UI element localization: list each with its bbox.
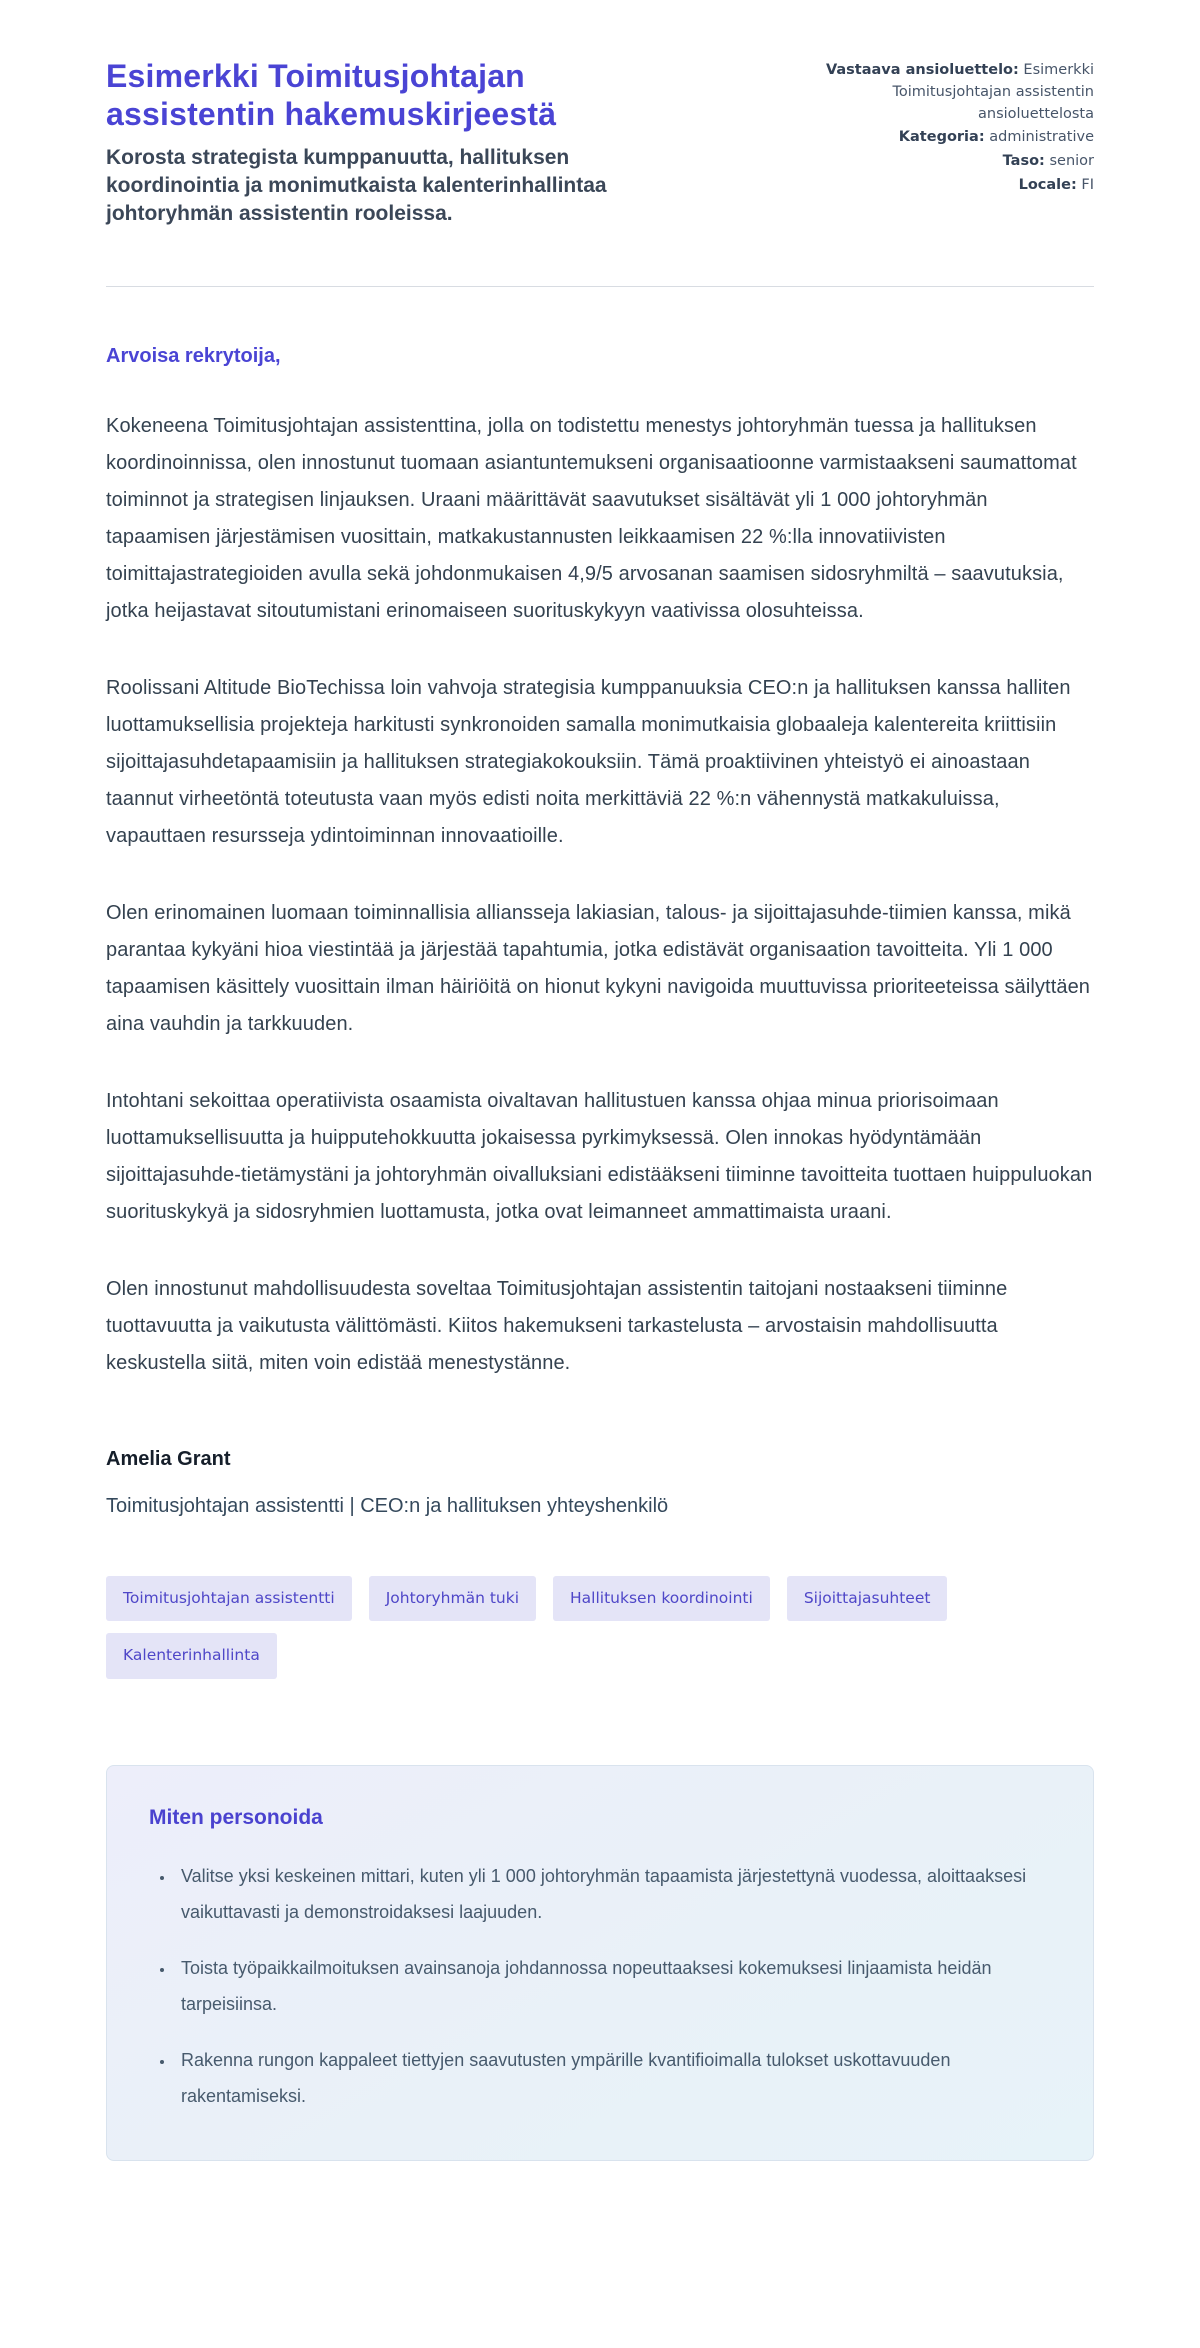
letter-paragraph-5: Olen innostunut mahdollisuudesta soveltaa Toimitusjohtajan assistentin taitojani nostaakseni tiiminne tuottavuutta ja vaikutusta välittömästi. Kiitos hakemukseni tarkastelusta – arvostaisin mahdollisuutta keskustella siitä, miten voin edistää menestystänne.: [106, 1277, 1008, 1374]
letter-greeting: Arvoisa rekrytoija,: [106, 344, 281, 367]
letter-paragraph-2: Roolissani Altitude BioTechissa loin vahvoja strategisia kumppanuuksia CEO:n ja hallituksen kanssa halliten luottamuksellisia projekteja harkitusti synkronoiden samalla monimutkaisia globaaleja kalentereita kriittisiin sijoittajasuhdetapaamisiin ja hallituksen strategiakokouksiin. Tämä proaktiivinen yhteistyö ei ainoastaan taannut virheetöntä toteutusta vaan myös edisti noita merkittäviä 22 %:n vähennystä matkakuluissa, vapauttaen resursseja ydintoiminnan innovaatioille.: [106, 676, 1071, 847]
meta-category-label: Kategoria:: [898, 129, 985, 146]
meta-locale-label: Locale:: [1018, 176, 1077, 193]
tag-list: [106, 1576, 1094, 1679]
meta-resume-label: Vastaava ansioluettelo:: [825, 62, 1019, 78]
meta-locale: [774, 175, 1094, 197]
meta-level-label: Taso:: [1002, 153, 1045, 169]
howto-item-1: • Valitse yksi keskeinen mittari, kuten yli 1 000 johtoryhmän tapaamista järjestettynä vuodessa, aloittaaksesi vaikuttavasti ja demonstroidaksesi laajuuden.: [175, 1858, 1051, 1930]
howto-box: [106, 1765, 1094, 2161]
tag-hallituksen-koordinointi[interactable]: Hallituksen koordinointi: [553, 1576, 770, 1622]
meta-level: [774, 151, 1094, 173]
header-title-block: [106, 52, 666, 228]
tag-johtoryhman-tuki[interactable]: Johtoryhmän tuki: [369, 1576, 536, 1622]
tag-toimitusjohtajan-assistentti[interactable]: Toimitusjohtajan assistentti: [106, 1576, 352, 1622]
howto-list: [149, 1858, 1051, 2114]
howto-item-3: • Rakenna rungon kappaleet tiettyjen saavutusten ympärille kvantifioimalla tulokset uskottavuuden rakentamiseksi.: [175, 2042, 1051, 2114]
signature-block: [106, 1448, 1094, 1518]
page-header: [106, 52, 1094, 228]
tag-sijoittajasuhteet[interactable]: Sijoittajasuhteet: [787, 1576, 948, 1622]
signature-role: Toimitusjohtajan assistentti | CEO:n ja hallituksen yhteyshenkilö: [106, 1494, 669, 1517]
signature-name: Amelia Grant: [106, 1447, 231, 1470]
meta-locale-value: FI: [1081, 176, 1094, 193]
meta-category-value: administrative: [989, 129, 1094, 146]
letter-paragraph-3: Olen erinomainen luomaan toiminnallisia alliansseja lakiasian, talous- ja sijoittajasuhde-tiimien kanssa, mikä parantaa kykyäni hioa viestintää ja järjestää tapahtumia, jotka edistävät organisaation tavoitteita. Yli 1 000 tapaamisen käsittely vuosittain ilman häiriöitä on hionut kykyni navigoida muuttuvissa prioriteeteissa säilyttäen aina vauhdin ja tarkkuuden.: [106, 901, 1091, 1035]
meta-resume: [774, 60, 1094, 125]
tag-kalenterinhallinta[interactable]: Kalenterinhallinta: [106, 1633, 277, 1679]
page-subtitle: Korosta strategista kumppanuutta, hallituksen koordinointia ja monimutkaista kalenterinhallintaa johtoryhmän assistentin rooleissa.: [106, 145, 607, 225]
letter-paragraph-1: Kokeneena Toimitusjohtajan assistenttina, jolla on todistettu menestys johtoryhmän tuessa ja hallituksen koordinoinnissa, olen innostunut tuomaan asiantuntemukseni organisaatioonne varmistaakseni saumattomat toiminnot ja strategisen linjauksen. Uraani määrittävät saavutukset sisältävät yli 1 000 johtoryhmän tapaamisen järjestämisen vuosittain, matkakustannusten leikkaamisen 22 %:lla innovatiivisten toimittajastrategioiden avulla sekä johdonmukaisen 4,9/5 arvosanan saamisen sidosryhmiltä – saavutuksia, jotka heijastavat sitoutumistani erinomaiseen suorituskykyyn vaativissa olosuhteissa.: [106, 414, 1077, 622]
letter-body: [106, 345, 1094, 2161]
meta-level-value: senior: [1049, 153, 1094, 169]
howto-item-2: • Toista työpaikkailmoituksen avainsanoja johdannossa nopeuttaaksesi kokemuksesi linjaamista heidän tarpeisiinsa.: [175, 1950, 1051, 2022]
header-divider: [106, 286, 1094, 287]
page-title: Esimerkki Toimitusjohtajan assistentin hakemuskirjeestä: [106, 58, 557, 132]
meta-panel: [774, 60, 1094, 199]
howto-title: Miten personoida: [149, 1805, 323, 1829]
meta-resume-value: Esimerkki Toimitusjohtajan assistentin ansioluettelosta: [892, 62, 1094, 122]
meta-category: [774, 127, 1094, 149]
letter-paragraph-4: Intohtani sekoittaa operatiivista osaamista oivaltavan hallitustuen kanssa ohjaa minua priorisoimaan luottamuksellisuutta ja huipputehokkuutta jokaisessa pyrkimyksessä. Olen innokas hyödyntämään sijoittajasuhde-tietämystäni ja johtoryhmän oivalluksiani edistääkseni tiiminne tavoitteita tuottaen huippuluokan suorituskykyä ja sidosryhmien luottamusta, jotka ovat leimanneet ammattimaista uraani.: [106, 1089, 1093, 1223]
